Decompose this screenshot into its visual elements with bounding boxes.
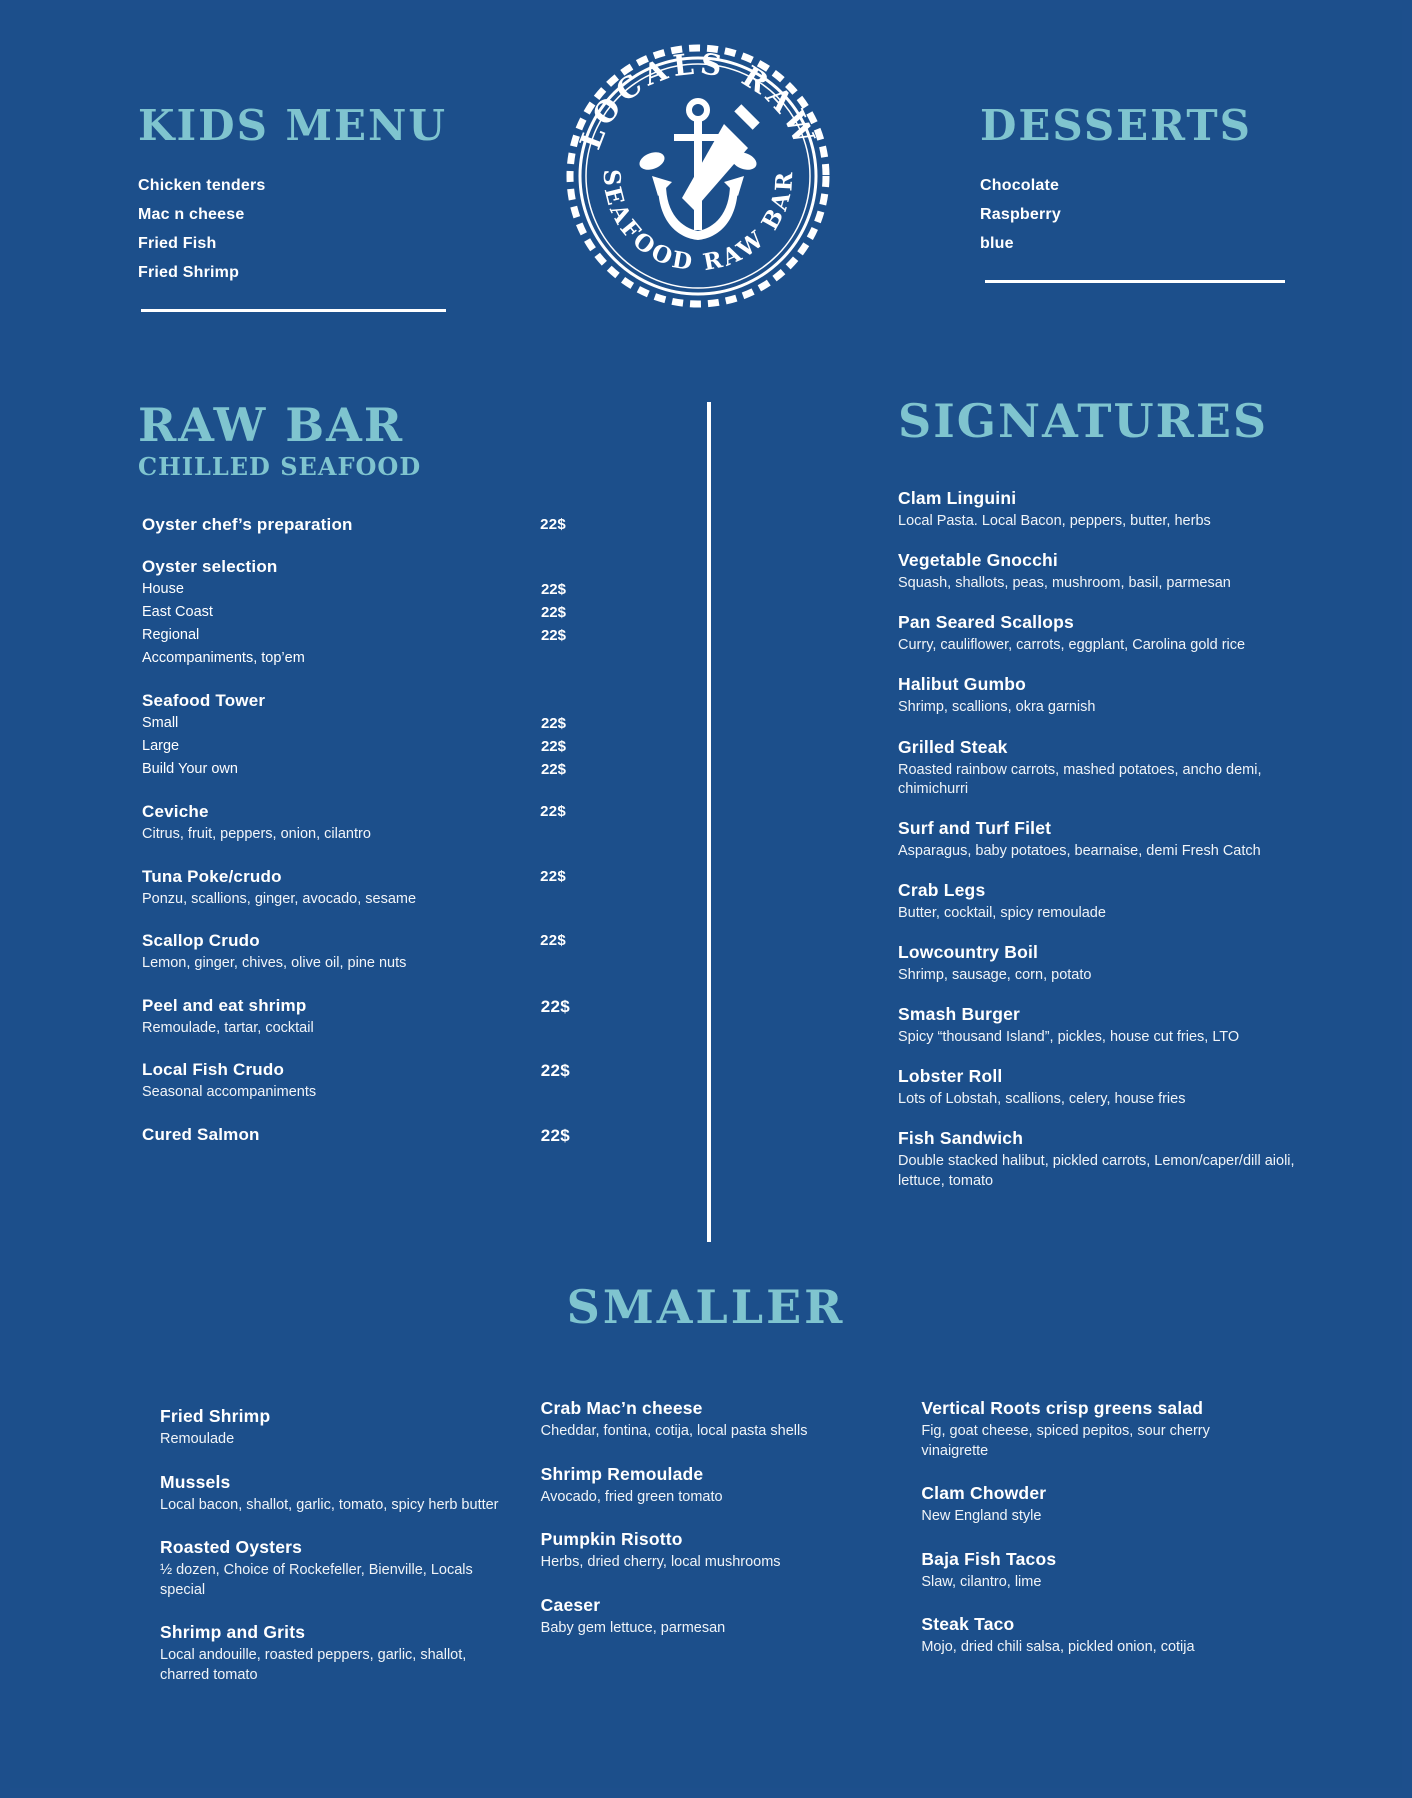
- item-description: Spicy “thousand Island”, pickles, house cut fries, LTO: [898, 1029, 1240, 1046]
- menu-item: [898, 488, 1318, 531]
- item-description: Double stacked halibut, pickled carrots, Lemon/caper/dill aioli, lettuce, tomato: [898, 1153, 1295, 1189]
- item-price: 22$: [540, 516, 566, 533]
- desserts-section: [980, 101, 1290, 291]
- smaller-column-2: [541, 1398, 882, 1707]
- item-name: Oyster chef’s preparation: [142, 515, 353, 534]
- item-description: Butter, cocktail, spicy remoulade: [898, 904, 1106, 921]
- option-price: 22$: [540, 715, 566, 733]
- svg-text:LOCALS RAW: LOCALS RAW: [573, 46, 824, 154]
- item-name: Oyster selection: [142, 557, 278, 576]
- item-name: Crab Mac’n cheese: [540, 1398, 703, 1418]
- item-name: Shrimp and Grits: [160, 1622, 306, 1643]
- item-option: [142, 736, 658, 757]
- option-label: House: [142, 581, 184, 597]
- list-item: Fried Fish: [138, 235, 217, 253]
- menu-item: [160, 1406, 501, 1450]
- item-name: Vegetable Gnocchi: [898, 550, 1058, 571]
- menu-item: [898, 550, 1318, 593]
- kids-menu-title: KIDS MENU: [138, 101, 448, 150]
- list-item: Chicken tenders: [138, 177, 266, 194]
- desserts-list: [980, 171, 1290, 258]
- anchor-knife-emblem-icon: [548, 26, 848, 326]
- item-description: Remoulade, tartar, cocktail: [142, 1019, 314, 1036]
- menu-item: [921, 1549, 1262, 1593]
- menu-item: [541, 1464, 882, 1508]
- item-name: Shrimp Remoulade: [540, 1463, 704, 1484]
- item-name: Roasted Oysters: [160, 1537, 303, 1558]
- item-description: Herbs, dried cherry, local mushrooms: [540, 1554, 781, 1571]
- item-name: Peel and eat shrimp: [142, 995, 307, 1015]
- menu-item: [160, 1537, 501, 1600]
- menu-item: [142, 867, 658, 910]
- menu-item: [921, 1483, 1262, 1527]
- kids-menu-divider: [141, 309, 446, 312]
- item-price: 22$: [540, 932, 566, 950]
- item-price: 22$: [540, 1125, 570, 1145]
- item-description: Squash, shallots, peas, mushroom, basil, parmesan: [898, 575, 1231, 592]
- menu-item: [142, 515, 658, 535]
- item-description: Local bacon, shallot, garlic, tomato, spicy herb butter: [160, 1496, 499, 1513]
- menu-item: [541, 1595, 882, 1639]
- menu-item: [541, 1398, 882, 1442]
- item-name: Baja Fish Tacos: [921, 1548, 1057, 1569]
- menu-item: [160, 1622, 501, 1685]
- item-description: Slaw, cilantro, lime: [921, 1573, 1042, 1590]
- item-name: Local Fish Crudo: [142, 1060, 285, 1080]
- option-label: Small: [142, 715, 179, 732]
- kids-menu-list: [138, 171, 448, 287]
- item-name: Pumpkin Risotto: [540, 1529, 683, 1550]
- option-price: 22$: [540, 761, 566, 779]
- option-label: Accompaniments, top’em: [142, 650, 305, 667]
- item-name: Tuna Poke/crudo: [142, 866, 282, 886]
- item-name: Grilled Steak: [898, 736, 1008, 757]
- raw-bar-section: [138, 398, 658, 1167]
- smaller-column-1: [160, 1406, 501, 1707]
- item-name: Vertical Roots crisp greens salad: [921, 1398, 1204, 1418]
- list-item: Raspberry: [980, 206, 1061, 224]
- item-description: Asparagus, baby potatoes, bearnaise, demi Fresh Catch: [898, 842, 1261, 859]
- kids-menu-section: [138, 101, 448, 320]
- menu-item: [142, 996, 658, 1039]
- menu-item: [160, 1472, 501, 1516]
- menu-page: [10, 10, 1402, 1788]
- option-price: 22$: [540, 627, 566, 645]
- item-name: Steak Taco: [921, 1614, 1015, 1635]
- item-description: Remoulade: [160, 1431, 235, 1447]
- item-name: Surf and Turf Filet: [898, 817, 1052, 838]
- item-description: Baby gem lettuce, parmesan: [540, 1619, 726, 1636]
- signatures-title: SIGNATURES: [898, 394, 1269, 448]
- menu-item: [142, 802, 658, 845]
- item-description: Roasted rainbow carrots, mashed potatoes, ancho demi, chimichurri: [898, 761, 1262, 797]
- item-name: Fish Sandwich: [898, 1128, 1024, 1149]
- item-description: Local andouille, roasted peppers, garlic, shallot, charred tomato: [160, 1647, 467, 1683]
- menu-item: [142, 691, 658, 780]
- raw-bar-title: RAW BAR: [138, 398, 405, 452]
- item-description: Fig, goat cheese, spiced pepitos, sour cherry vinaigrette: [921, 1423, 1210, 1459]
- option-label: Build Your own: [142, 761, 238, 778]
- list-item: Mac n cheese: [138, 206, 245, 224]
- list-item: blue: [980, 235, 1014, 253]
- menu-item: [898, 1128, 1318, 1190]
- item-description: Curry, cauliflower, carrots, eggplant, Carolina gold rice: [898, 637, 1246, 654]
- menu-item: [921, 1614, 1262, 1658]
- option-label: Large: [142, 738, 180, 755]
- option-price: 22$: [540, 604, 566, 622]
- smaller-section: [10, 1280, 1402, 1707]
- item-option: [142, 713, 658, 734]
- smaller-column-3: [921, 1398, 1262, 1707]
- item-name: Lobster Roll: [898, 1066, 1003, 1087]
- item-description: Avocado, fried green tomato: [540, 1488, 723, 1505]
- item-name: Fried Shrimp: [160, 1406, 271, 1426]
- item-description: Cheddar, fontina, cotija, local pasta shells: [540, 1423, 808, 1439]
- svg-text:SEAFOOD RAW BAR: SEAFOOD RAW BAR: [597, 168, 799, 277]
- menu-item: [142, 1125, 658, 1145]
- menu-item: [142, 931, 658, 974]
- menu-item: [898, 880, 1318, 923]
- item-name: Scallop Crudo: [142, 931, 260, 951]
- locals-raw-logo: [548, 26, 848, 326]
- item-option: [142, 648, 658, 669]
- menu-item: [898, 737, 1318, 799]
- menu-item: [898, 818, 1318, 861]
- desserts-divider: [985, 280, 1285, 283]
- desserts-title: DESSERTS: [980, 101, 1252, 150]
- menu-item: [898, 1066, 1318, 1109]
- item-name: Pan Seared Scallops: [898, 612, 1074, 633]
- item-name: Crab Legs: [898, 879, 986, 900]
- item-name: Halibut Gumbo: [898, 674, 1027, 695]
- item-option: [142, 759, 658, 780]
- list-item: Chocolate: [980, 177, 1060, 194]
- item-price: 22$: [540, 803, 566, 821]
- menu-item: [898, 942, 1318, 985]
- item-description: Mojo, dried chili salsa, pickled onion, cotija: [921, 1639, 1195, 1656]
- menu-item: [898, 612, 1318, 655]
- menu-item: [921, 1398, 1262, 1461]
- menu-item: [142, 1060, 658, 1103]
- item-description: Shrimp, scallions, okra garnish: [898, 699, 1096, 716]
- item-description: New England style: [921, 1508, 1042, 1525]
- smaller-columns: [10, 1398, 1402, 1707]
- menu-item: [898, 1004, 1318, 1047]
- item-description: Local Pasta. Local Bacon, peppers, butter, herbs: [898, 513, 1211, 529]
- item-description: Seasonal accompaniments: [142, 1084, 317, 1101]
- signatures-section: [898, 394, 1318, 1210]
- menu-item: [541, 1529, 882, 1573]
- item-description: Shrimp, sausage, corn, potato: [898, 967, 1092, 983]
- smaller-title: SMALLER: [566, 1280, 846, 1334]
- item-name: Clam Chowder: [921, 1483, 1047, 1504]
- list-item: Fried Shrimp: [138, 264, 240, 282]
- option-price: 22$: [540, 738, 566, 756]
- raw-bar-items: [138, 515, 658, 1145]
- signatures-items: [898, 488, 1318, 1191]
- item-description: Lemon, ginger, chives, olive oil, pine nuts: [142, 955, 407, 972]
- menu-item: [142, 557, 658, 669]
- item-price: 22$: [540, 996, 570, 1016]
- item-name: Clam Linguini: [898, 488, 1017, 508]
- item-description: Citrus, fruit, peppers, onion, cilantro: [142, 826, 371, 843]
- item-description: ½ dozen, Choice of Rockefeller, Bienville, Locals special: [160, 1562, 473, 1598]
- item-name: Seafood Tower: [142, 691, 266, 711]
- option-label: Regional: [142, 627, 200, 644]
- menu-item: [898, 674, 1318, 717]
- item-name: Ceviche: [142, 802, 209, 822]
- item-description: Lots of Lobstah, scallions, celery, house fries: [898, 1091, 1186, 1108]
- item-name: Cured Salmon: [142, 1124, 260, 1144]
- item-option: [142, 602, 658, 623]
- item-name: Mussels: [160, 1471, 231, 1492]
- item-option: [142, 579, 658, 600]
- item-price: 22$: [540, 867, 566, 885]
- item-name: Smash Burger: [898, 1004, 1021, 1025]
- item-description: Ponzu, scallions, ginger, avocado, sesame: [142, 890, 417, 907]
- item-price: 22$: [540, 1061, 570, 1081]
- option-price: 22$: [540, 581, 566, 598]
- item-name: Lowcountry Boil: [898, 942, 1039, 962]
- item-name: Caeser: [540, 1594, 601, 1615]
- option-label: East Coast: [142, 604, 213, 621]
- item-option: [142, 625, 658, 646]
- raw-bar-subtitle: CHILLED SEAFOOD: [138, 452, 422, 481]
- column-divider: [707, 402, 711, 1242]
